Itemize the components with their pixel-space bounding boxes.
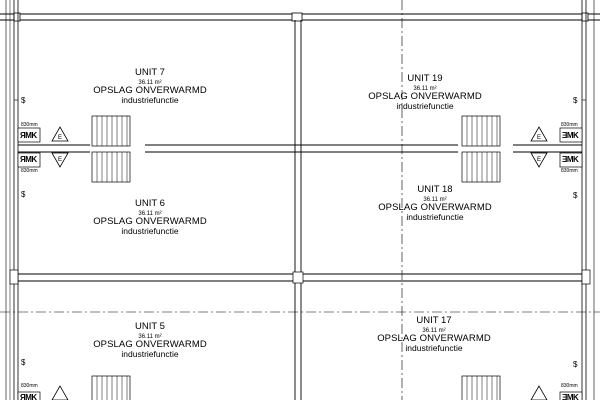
unit-area: 36.11 m²: [413, 85, 437, 92]
unit-area: 36.11 m²: [138, 79, 162, 86]
unit-name: UNIT 17: [416, 315, 452, 326]
unit-function: OPSLAG ONVERWARMD: [368, 91, 482, 103]
smoke-detector-icon: $: [573, 360, 578, 369]
unit-label-7: [50, 68, 250, 105]
column: [292, 13, 302, 21]
fire-extinguisher-label: ƎМK: [562, 155, 579, 164]
fire-hose-sign-right-bottom: [531, 386, 547, 400]
door-width-label: 830mm: [561, 122, 578, 128]
smoke-detector-icon: $: [21, 96, 26, 105]
stair-right-lower: [462, 152, 500, 182]
unit-use: industriefunctie: [405, 343, 463, 354]
column: [582, 13, 588, 21]
column: [293, 272, 303, 283]
unit-use: industriefunctie: [121, 95, 179, 106]
fire-extinguisher-label: ƎМK: [562, 131, 579, 140]
fire-hose-sign-left-lower: [52, 153, 68, 167]
fire-extinguisher-label: ƎМK: [562, 393, 579, 402]
fire-hose-sign-left-upper: [52, 127, 68, 141]
unit-name: UNIT 5: [135, 321, 165, 332]
svg-text:E: E: [536, 135, 542, 141]
unit-name: UNIT 6: [135, 198, 165, 209]
unit-area: 36.11 m²: [422, 327, 446, 334]
unit-label-19: [325, 74, 525, 111]
door-width-label: 830mm: [21, 383, 38, 389]
unit-use: industriefunctie: [121, 226, 179, 237]
fire-extinguisher-label: ЯМK: [20, 155, 37, 164]
unit-function: OPSLAG ONVERWARMD: [93, 85, 207, 97]
column: [582, 270, 590, 284]
fire-hose-sign-right-upper: [531, 127, 547, 141]
unit-label-5: [50, 322, 250, 359]
unit-function: OPSLAG ONVERWARMD: [93, 339, 207, 351]
unit-label-17: [334, 316, 534, 353]
svg-text:E: E: [536, 157, 542, 163]
fire-extinguisher-label: ЯМK: [20, 131, 37, 140]
svg-text:E: E: [57, 135, 63, 141]
unit-name: UNIT 7: [135, 67, 165, 78]
unit-function: OPSLAG ONVERWARMD: [93, 216, 207, 228]
column: [10, 270, 18, 284]
unit-label-18: [335, 185, 535, 222]
unit-function: OPSLAG ONVERWARMD: [378, 202, 492, 214]
fire-hose-sign-right-lower: [531, 153, 547, 167]
smoke-detector-icon: $: [21, 190, 26, 199]
unit-use: industriefunctie: [406, 212, 464, 223]
stair-left-bottom: [92, 376, 130, 400]
door-width-label: 830mm: [561, 383, 578, 389]
unit-area: 36.11 m²: [138, 210, 162, 217]
unit-name: UNIT 19: [407, 73, 443, 84]
unit-function: OPSLAG ONVERWARMD: [377, 333, 491, 345]
svg-text:E: E: [57, 157, 63, 163]
unit-use: industriefunctie: [396, 101, 454, 112]
door-width-label: 830mm: [561, 168, 578, 174]
smoke-detector-icon: $: [21, 358, 26, 367]
unit-name: UNIT 18: [417, 184, 453, 195]
unit-area: 36.11 m²: [423, 196, 447, 203]
stair-right-bottom: [462, 376, 500, 400]
door-width-label: 830mm: [21, 122, 38, 128]
fire-hose-sign-left-bottom: [52, 386, 68, 400]
stair-right-upper: [462, 116, 500, 146]
unit-label-6: [50, 199, 250, 236]
smoke-detector-icon: $: [573, 191, 578, 200]
smoke-detector-icon: $: [573, 96, 578, 105]
fire-extinguisher-label: ЯМK: [20, 393, 37, 402]
unit-area: 36.11 m²: [138, 333, 162, 340]
unit-use: industriefunctie: [121, 349, 179, 360]
stair-left-lower: [92, 152, 130, 182]
column: [14, 13, 20, 21]
stair-left-upper: [92, 116, 130, 146]
door-width-label: 830mm: [21, 168, 38, 174]
